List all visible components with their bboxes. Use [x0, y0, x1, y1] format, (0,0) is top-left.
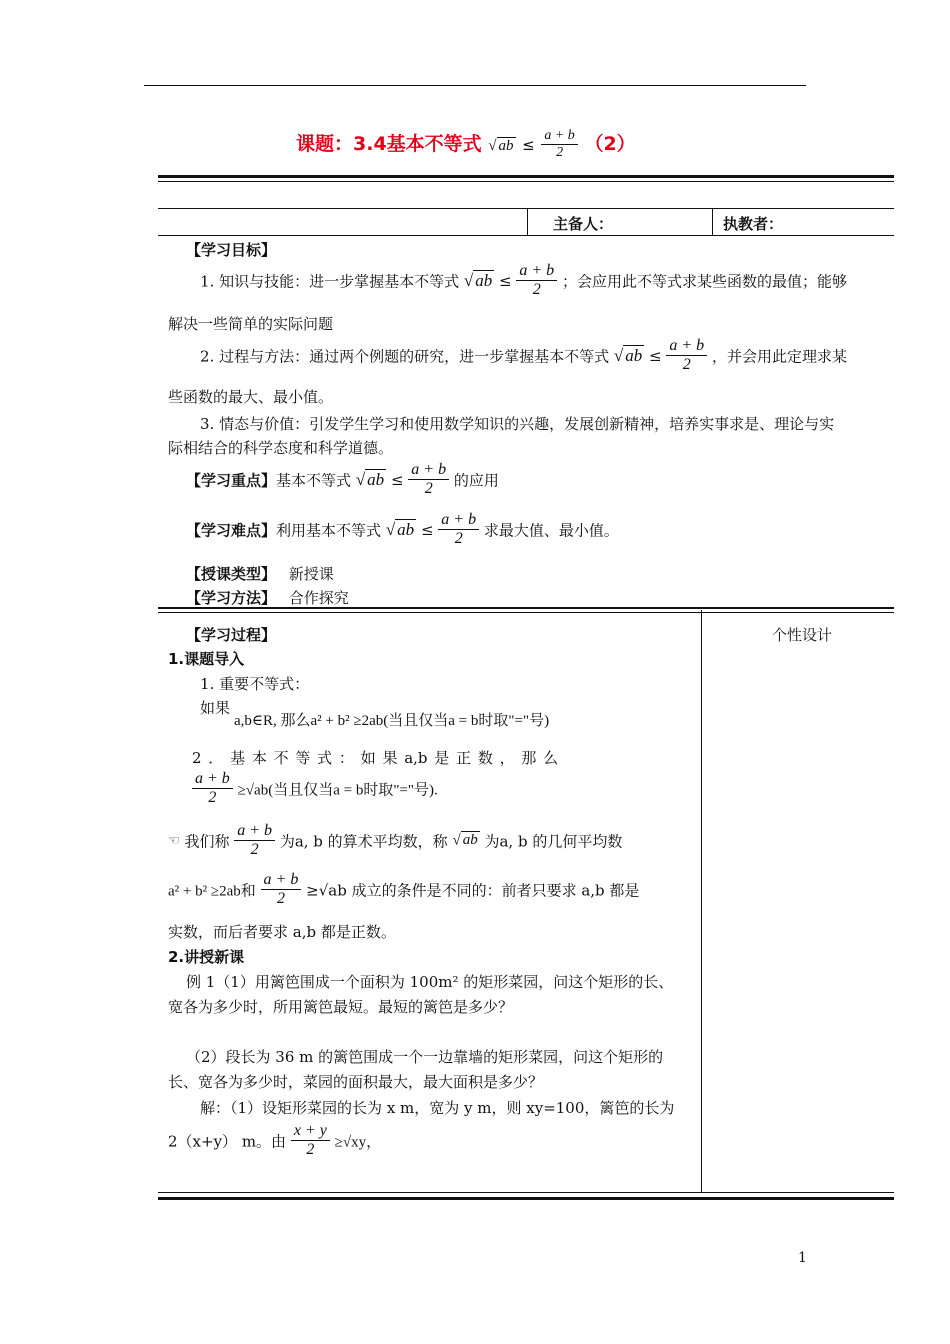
method-line: 【学习方法】 合作探究: [186, 589, 349, 607]
basic-inequality-formula: $\frac{a + b}{2}$ ≥√ab(当且仅当a = b时取"="号).: [192, 770, 438, 808]
solution-line-2: 2（x+y） m。由 $\frac{x + y}{2}$ ≥√xy，: [168, 1122, 382, 1159]
example-1-line-4: 长、宽各为多少时，菜园的面积最大，最大面积是多少？: [168, 1073, 544, 1091]
section-2-heading: 2.讲授新课: [168, 948, 245, 966]
difficulty-fraction: $\frac{a + b}{2}$: [438, 511, 479, 549]
focus-fraction: $\frac{a + b}{2}$: [408, 461, 449, 499]
title-suffix: （2）: [584, 133, 636, 156]
if-label: 如果: [200, 699, 231, 717]
title-sqrt: √ ab: [488, 138, 514, 155]
process-top-border-thick: [158, 607, 894, 609]
preparer-label: 主备人：: [553, 215, 614, 233]
page-number: 1: [798, 1250, 807, 1266]
means-sqrt: √ ab: [452, 832, 478, 849]
means-line: ☜ 我们称 $\frac{a + b}{2}$ 为a, b 的算术平均数，称 √ ab 为a, b 的几何平均数: [168, 822, 623, 859]
process-top-border-thin: [158, 612, 894, 613]
lesson-type-line: 【授课类型】 新授课: [186, 565, 334, 583]
title-rule-thick: [158, 175, 894, 178]
goal-2-line: 2. 过程与方法：通过两个例题的研究，进一步掌握基本不等式 √ ab ≤ $\frac{a + b}{2}$ ，并会用此定理求某: [200, 337, 847, 374]
means-fraction: $\frac{a + b}{2}$: [234, 822, 275, 860]
example-1-line-2: 宽各为多少时，所用篱笆最短。最短的篱笆是多少？: [168, 998, 514, 1016]
basic-inequality-intro: 2 ． 基 本 不 等 式 ： 如 果 a,b 是 正 数 ， 那 么: [192, 749, 559, 767]
focus-sqrt: √ ab: [355, 469, 385, 489]
inequality-intro: 1. 重要不等式：: [200, 675, 310, 693]
goal-1-cont: 解决一些简单的实际问题: [168, 315, 334, 333]
important-inequality: a,b∈R, 那么a² + b² ≥2ab(当且仅当a = b时取"="号): [234, 713, 550, 729]
section-1-heading: 1.课题导入: [168, 650, 245, 668]
goal-1-sqrt: √ ab: [463, 270, 493, 290]
goals-heading: 【学习目标】: [186, 241, 277, 259]
solution-fraction: $\frac{x + y}{2}$: [291, 1122, 330, 1160]
table-row-border: [158, 235, 894, 236]
table-col-divider-2: [712, 208, 713, 236]
goal-1-fraction: $\frac{a + b}{2}$: [516, 262, 557, 300]
example-1-line-3: （2）段长为 36 m 的篱笆围成一个一边靠墙的矩形菜园，问这个矩形的: [186, 1048, 664, 1066]
title-fraction: $\frac{a + b}{2}$: [541, 128, 577, 161]
condition-fraction: $\frac{a + b}{2}$: [261, 871, 302, 909]
goal-3-line: 3. 情态与价值：引发学生学习和使用数学知识的兴趣，发展创新精神，培养实事求是、理论与实: [200, 415, 835, 433]
goal-1-line: 1. 知识与技能：进一步掌握基本不等式 √ ab ≤ $\frac{a + b}{2}$ ；会应用此不等式求某些函数的最值；能够: [200, 262, 847, 299]
process-bottom-border-thick: [158, 1197, 894, 1200]
solution-line-1: 解：（1）设矩形菜园的长为 x m，宽为 y m，则 xy=100，篱笆的长为: [200, 1099, 675, 1117]
process-heading: 【学习过程】: [186, 626, 277, 644]
title-rule-thin: [158, 181, 894, 182]
difficulty-line: 【学习难点】利用基本不等式 √ ab ≤ $\frac{a + b}{2}$ 求最大值、最小值。: [186, 511, 619, 548]
executor-label: 执教者：: [723, 215, 784, 233]
page-title: 课题：3.4基本不等式 √ ab ≤ $\frac{a + b}{2}$ （2）: [296, 128, 636, 161]
basic-fraction: $\frac{a + b}{2}$: [192, 770, 233, 808]
header-rule: [144, 85, 806, 86]
condition-line: a² + b² ≥2ab和 $\frac{a + b}{2}$ ≥√ab 成立的条件是不同的：前者只要求 a,b 都是: [168, 871, 640, 908]
goal-2-sqrt: √ ab: [613, 345, 643, 365]
process-bottom-border-thin: [158, 1192, 894, 1193]
table-col-divider-1: [527, 208, 528, 236]
side-heading: 个性设计: [772, 626, 833, 644]
table-top-border: [158, 208, 894, 209]
title-prefix: 课题：3.4基本不等式: [296, 133, 482, 156]
goal-2-cont: 些函数的最大、最小值。: [168, 388, 334, 406]
goal-3-cont: 际相结合的科学态度和科学道德。: [168, 439, 394, 457]
goal-2-fraction: $\frac{a + b}{2}$: [666, 337, 707, 375]
pointer-icon: ☜: [168, 833, 180, 849]
process-col-divider: [701, 610, 702, 1192]
condition-cont: 实数，而后者要求 a,b 都是正数。: [168, 923, 396, 941]
difficulty-sqrt: √ ab: [385, 519, 415, 539]
focus-line: 【学习重点】基本不等式 √ ab ≤ $\frac{a + b}{2}$ 的应用: [186, 461, 499, 498]
example-1-line-1: 例 1（1）用篱笆围成一个面积为 100m² 的矩形菜园，问这个矩形的长、: [186, 973, 674, 991]
